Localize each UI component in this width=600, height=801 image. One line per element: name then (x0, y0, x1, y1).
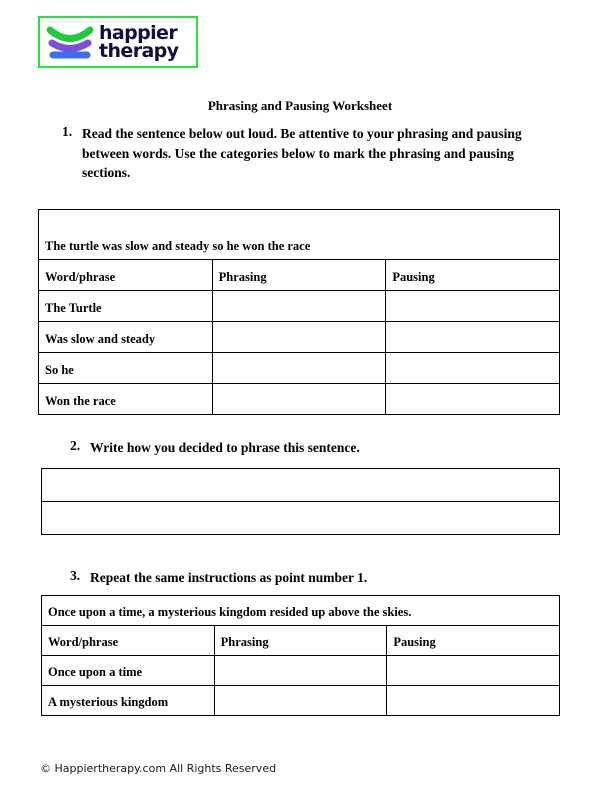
table2-sentence-cell: Once upon a time, a mysterious kingdom resided up above the skies. (42, 596, 560, 626)
table2-row-0-word: Once upon a time (42, 656, 215, 686)
table1-row-2-pausing[interactable] (386, 353, 560, 384)
page-title: Phrasing and Pausing Worksheet (207, 98, 393, 113)
instruction-item-3 (70, 568, 550, 588)
phrasing-table-1 (38, 209, 560, 415)
instruction-item-2 (70, 438, 550, 458)
table1-row-3-phrasing[interactable] (212, 384, 386, 415)
item-1-text: Read the sentence below out loud. Be attentive to your phrasing and pausing between words. Use the categories below to mark the phrasing and pausing sections. (82, 126, 522, 181)
answer-row (42, 502, 560, 535)
table-row (39, 384, 560, 415)
table1-row-1-word: Was slow and steady (39, 322, 213, 353)
brand-logo (38, 16, 198, 68)
table1-row-2-word: So he (39, 353, 213, 384)
table1-row-0-phrasing[interactable] (212, 291, 386, 322)
table1-row-0-pausing[interactable] (386, 291, 560, 322)
answer-box (41, 468, 560, 535)
table-row (39, 291, 560, 322)
table1-row-1-pausing[interactable] (386, 322, 560, 353)
table-row (42, 686, 560, 716)
table2-col-header-word: Word/phrase (42, 626, 215, 656)
table1-row-0-word: The Turtle (39, 291, 213, 322)
logo-text-line2: therapy (99, 40, 179, 62)
logo-text-line1: happier (99, 21, 178, 44)
table-row-header (42, 626, 560, 656)
item-3-number: 3. (70, 568, 81, 583)
phrasing-table-2 (41, 595, 560, 716)
table2-row-0-phrasing[interactable] (214, 656, 387, 686)
table2-col-header-phrasing: Phrasing (214, 626, 387, 656)
table2-row-1-phrasing[interactable] (214, 686, 387, 716)
table1-sentence-cell: The turtle was slow and steady so he won the race (39, 210, 560, 260)
table-row-sentence (39, 210, 560, 260)
table-row (39, 353, 560, 384)
table-row-header (39, 260, 560, 291)
item-3-text: Repeat the same instructions as point number 1. (90, 570, 368, 585)
table1-col-header-word: Word/phrase (39, 260, 213, 291)
table2-col-header-pausing: Pausing (387, 626, 560, 656)
table1-col-header-pausing: Pausing (386, 260, 560, 291)
logo-wordmark (99, 21, 179, 62)
answer-line-1[interactable] (42, 469, 560, 502)
logo-waves-icon (45, 21, 95, 63)
table1-row-3-word: Won the race (39, 384, 213, 415)
item-1-number: 1. (62, 124, 73, 139)
answer-row (42, 469, 560, 502)
table2-row-0-pausing[interactable] (387, 656, 560, 686)
table2-row-1-word: A mysterious kingdom (42, 686, 215, 716)
table2-row-1-pausing[interactable] (387, 686, 560, 716)
table-row-sentence (42, 596, 560, 626)
answer-line-2[interactable] (42, 502, 560, 535)
table1-row-3-pausing[interactable] (386, 384, 560, 415)
table1-row-1-phrasing[interactable] (212, 322, 386, 353)
instruction-item-1 (62, 124, 562, 183)
table-row (39, 322, 560, 353)
item-2-number: 2. (70, 438, 81, 453)
table-row (42, 656, 560, 686)
copyright-footer: © Happiertherapy.com All Rights Reserved (40, 762, 277, 775)
item-2-text: Write how you decided to phrase this sentence. (90, 440, 360, 455)
table1-col-header-phrasing: Phrasing (212, 260, 386, 291)
table1-row-2-phrasing[interactable] (212, 353, 386, 384)
